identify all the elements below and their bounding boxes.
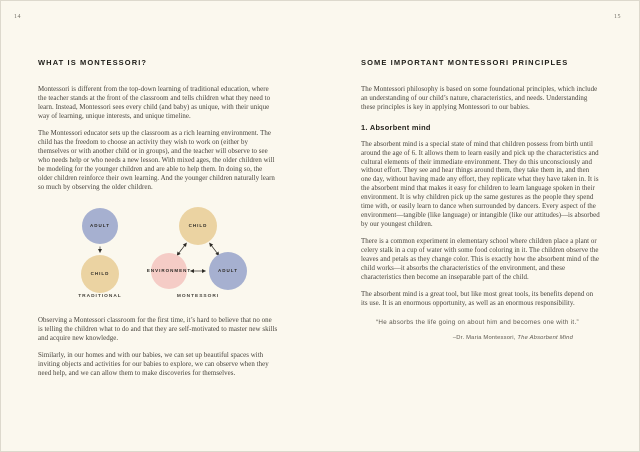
traditional-adult-label: ADULT [90, 223, 110, 229]
section-subheading: 1. Absorbent mind [361, 122, 431, 132]
traditional-child-label: CHILD [90, 271, 110, 277]
montessori-adult-label: ADULT [218, 268, 238, 274]
quote-attribution-book-title: The Absorbent Mind [517, 335, 573, 342]
paragraph: Observing a Montessori classroom for the first time, it’s hard to believe that no one is telling the children what to do and that they are self-motivated to master new skills and acquire new knowledge. [38, 316, 278, 342]
paragraph: Montessori is different from the top-down learning of traditional education, where the teacher stands at the front of the classroom and tells children what they need to learn. Instead, Montessori sees every child (and baby) as unique, with their unique way of learning, unique interests, and unique timeline. [38, 86, 271, 120]
montessori-caption: MONTESSORI [176, 293, 220, 299]
left-page-title: WHAT IS MONTESSORI? [38, 58, 148, 67]
traditional-adult-circle [82, 208, 118, 244]
traditional-child-circle [81, 255, 119, 293]
right-page-column [361, 58, 601, 341]
montessori-child-label: CHILD [188, 223, 208, 229]
page-number-left: 14 [14, 14, 21, 20]
page-number-right: 15 [614, 14, 621, 20]
diagram-arrows [38, 201, 278, 305]
paragraph: The absorbent mind is a special state of mind that children possess from birth until around the age of 6. It allows them to learn easily and pick up the characteristics and cultural elements of their immediate environment. They do this unconsciously and without effort. They see and hear things around them, they take them in, and then one day, without having made any effort, they replicate what they have taken in. It is the absorbent mind that makes it easy for children to learn language spoken in their environment. It is why children pick up the same gestures as the people they spend time with, or easily learn to dance when surrounded by dancers. Every aspect of the environment—tangible (like language) or intangible (like our attitudes)—is absorbed by our youngest children. [361, 140, 600, 228]
montessori-vs-traditional-diagram [38, 201, 278, 305]
paragraph: The Montessori educator sets up the classroom as a rich learning environment. The child has the freedom to choose an activity they wish to work on (either by themselves or with another child or in groups), and the teacher will observe to see who needs help or who needs a new lesson. With mixed ages, the older children will be modeling for the younger children and are able to help them. In doing so, the older children reinforce their own learning. And the younger children naturally learn so much by observing the older children. [38, 130, 275, 191]
montessori-environment-label: ENVIRONMENT [146, 268, 192, 274]
right-page-title: SOME IMPORTANT MONTESSORI PRINCIPLES [361, 58, 569, 67]
left-page-column [38, 58, 278, 387]
traditional-caption: TRADITIONAL [78, 293, 122, 299]
quote-attribution [361, 335, 601, 341]
montessori-adult-circle [209, 252, 247, 290]
pull-quote: “He absorbs the life going on about him and becomes one with it.” [376, 319, 579, 327]
montessori-child-circle [179, 207, 217, 245]
paragraph: There is a common experiment in elementary school where children place a plant or celery stalk in a cup of water with some food coloring in it. The children observe the leaves and petals as they change color. This is exactly how the absorbent mind of the child works—it absorbs the characteristics of the environment, and these characteristics then become an inseparable part of the child. [361, 238, 599, 281]
paragraph: Similarly, in our homes and with our babies, we can set up beautiful spaces with inviting objects and activities for our babies to explore, we can observe when they need help, and we can allow them to make discoveries for themselves. [38, 352, 269, 377]
paragraph: The absorbent mind is a great tool, but like most great tools, its benefits depend on its use. It is an enormous opportunity, as well as an enormous responsibility. [361, 291, 594, 308]
montessori-environment-circle [146, 253, 192, 289]
paragraph: The Montessori philosophy is based on some foundational principles, which include an understanding of our child’s nature, characteristics, and needs. Understanding these principles is key in applying Montessori to our babies. [361, 86, 598, 111]
quote-attribution-author: –Dr. Maria Montessori, [452, 335, 518, 342]
